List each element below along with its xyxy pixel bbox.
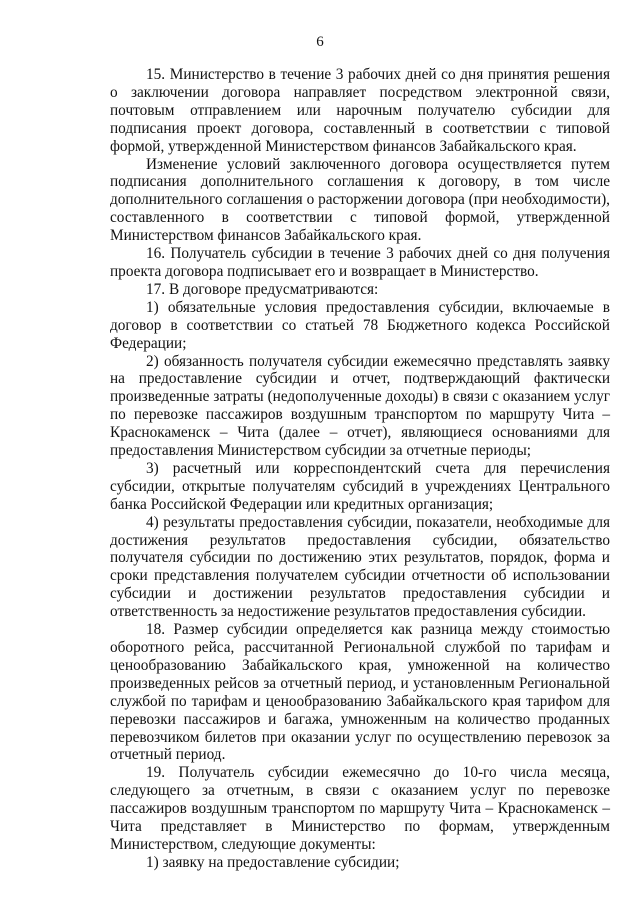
paragraph-17-item-1: 1) обязательные условия предоставления субсидии, включаемые в договор в соответствии со статьей 78 Бюджетного кодекса Российской Федерации; bbox=[110, 298, 610, 352]
paragraph-15: 15. Министерство в течение 3 рабочих дней со дня принятия решения о заключении договора направляет посредством электронной связи, почтовым отправлением или нарочным получателю субсидии для подписания проект договора, составленный в соответствии с типовой формой, утвержденной Министерством финансов Забайкальского края. bbox=[110, 66, 610, 155]
paragraph-17: 17. В договоре предусматриваются: bbox=[146, 280, 379, 298]
paragraph-17-item-3: 3) расчетный или корреспондентский счета для перечисления субсидии, открытые получателям субсидий в учреждениях Центрального банка Российской Федерации или кредитных организация; bbox=[110, 459, 610, 513]
paragraph-17-item-2: 2) обязанность получателя субсидии ежемесячно представлять заявку на предоставление субсидии и отчет, подтверждающий фактически произведенные затраты (недополученные доходы) в связи с оказанием услуг по перевозке пассажиров воздушным транспортом по маршруту Чита – Краснокаменск – Чита (далее – отчет), являющиеся основаниями для предоставления Министерством субсидии за отчетные периоды; bbox=[110, 352, 610, 460]
paragraph-19-item-1: 1) заявку на предоставление субсидии; bbox=[146, 853, 400, 871]
paragraph-16: 16. Получатель субсидии в течение 3 рабочих дней со дня получения проекта договора подписывает его и возвращает в Министерство. bbox=[110, 245, 610, 280]
paragraph-17-item-4: 4) результаты предоставления субсидии, показатели, необходимые для достижения результатов предоставления субсидии, обязательство получателя субсидии по достижению этих результатов, порядок, форма и сроки представления получателем субсидии отчетности об использовании субсидии и достижении результатов предоставления субсидии и ответственность за недостижение результатов предоставления субсидии. bbox=[110, 513, 610, 621]
document-body bbox=[110, 66, 610, 872]
paragraph-contract-amendment: Изменение условий заключенного договора осуществляется путем подписания дополнительного соглашения к договору, в том числе дополнительного соглашения о расторжении договора (при необходимости), составленного в соответствии с типовой формой, утвержденной Министерством финансов Забайкальского края. bbox=[110, 155, 610, 245]
paragraph-18: 18. Размер субсидии определяется как разница между стоимостью оборотного рейса, рассчитанной Региональной службой по тарифам и ценообразованию Забайкальского края, умноженной на количество произведенных рейсов за отчетный период, и установленным Региональной службой по тарифам и ценообразованию Забайкальского края тарифом для перевозки пассажиров и багажа, умноженным на количество проданных перевозчиком билетов при оказании услуг по осуществлению перевозок за отчетный период. bbox=[110, 621, 610, 764]
paragraph-19: 19. Получатель субсидии ежемесячно до 10-го числа месяца, следующего за отчетным, в связи с оказанием услуг по перевозке пассажиров воздушным транспортом по маршруту Чита – Краснокаменск – Чита представляет в Министерство по формам, утвержденным Министерством, следующие документы: bbox=[110, 764, 610, 853]
page-number: 6 bbox=[316, 34, 324, 50]
